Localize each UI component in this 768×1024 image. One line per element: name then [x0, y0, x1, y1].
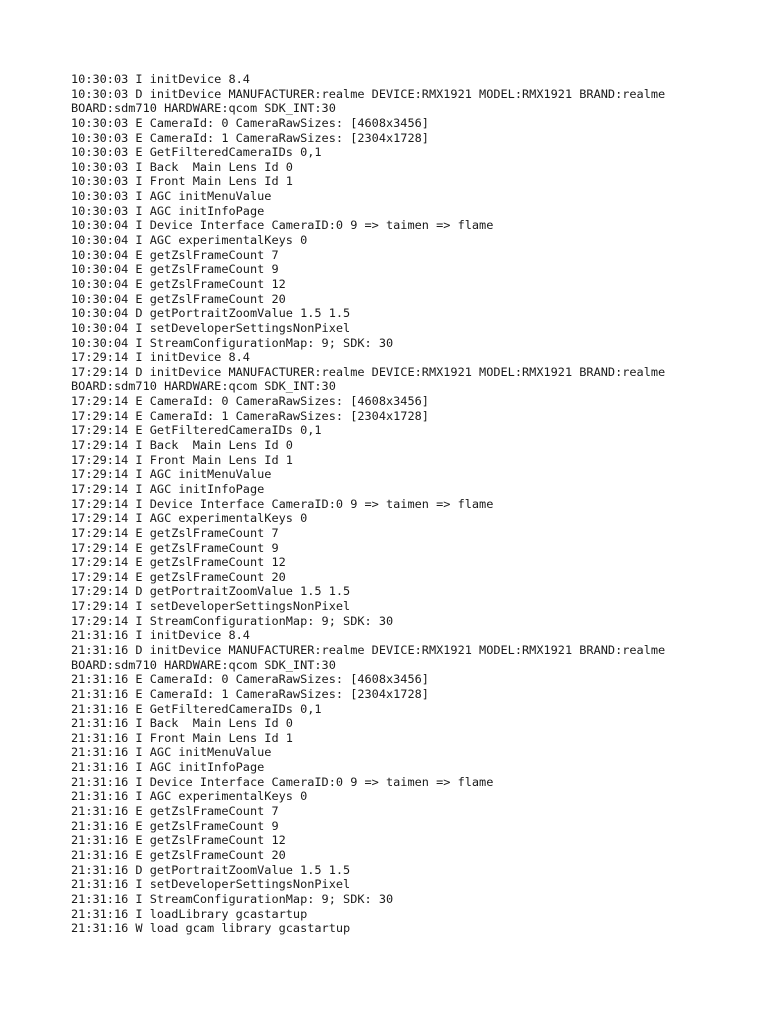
log-line: 21:31:16 I setDeveloperSettingsNonPixel [71, 877, 351, 892]
log-line: 10:30:04 E getZslFrameCount 12 [71, 276, 286, 291]
log-line: 17:29:14 I Back Main Lens Id 0 [71, 438, 293, 453]
log-line: 21:31:16 E getZslFrameCount 20 [71, 847, 286, 862]
log-line: 17:29:14 E getZslFrameCount 12 [71, 555, 286, 570]
log-line: 21:31:16 I AGC initMenuValue [71, 745, 272, 760]
log-line: 10:30:03 I Back Main Lens Id 0 [71, 159, 293, 174]
log-line: 17:29:14 I Front Main Lens Id 1 [71, 452, 293, 467]
log-line: 10:30:03 I AGC initInfoPage [71, 203, 265, 218]
log-line: 21:31:16 I loadLibrary gcastartup [71, 906, 308, 921]
log-line: BOARD:sdm710 HARDWARE:qcom SDK_INT:30 [71, 657, 336, 672]
log-line: 10:30:04 D getPortraitZoomValue 1.5 1.5 [71, 306, 351, 321]
log-line: 21:31:16 I Back Main Lens Id 0 [71, 716, 293, 731]
log-line: 17:29:14 E CameraId: 1 CameraRawSizes: [2304x1728] [71, 408, 429, 423]
log-line: 10:30:03 I initDevice 8.4 [71, 72, 250, 86]
log-line: 17:29:14 I AGC initInfoPage [71, 481, 265, 496]
log-line: 10:30:04 E getZslFrameCount 20 [71, 291, 286, 306]
log-line: 21:31:16 I Device Interface CameraID:0 9 => taimen => flame [71, 774, 494, 789]
log-line: 21:31:16 E CameraId: 0 CameraRawSizes: [4608x3456] [71, 672, 429, 687]
log-line: 21:31:16 E getZslFrameCount 7 [71, 804, 279, 819]
log-line: 17:29:14 I initDevice 8.4 [71, 350, 250, 365]
log-line: 21:31:16 I AGC experimentalKeys 0 [71, 789, 308, 804]
log-document [71, 72, 761, 936]
log-line: 10:30:03 E GetFilteredCameraIDs 0,1 [71, 145, 322, 160]
log-line: 17:29:14 I Device Interface CameraID:0 9 => taimen => flame [71, 496, 494, 511]
log-line: 10:30:03 D initDevice MANUFACTURER:realme DEVICE:RMX1921 MODEL:RMX1921 BRAND:realme [71, 86, 666, 101]
log-line: 21:31:16 E CameraId: 1 CameraRawSizes: [2304x1728] [71, 686, 429, 701]
log-line: 10:30:04 I setDeveloperSettingsNonPixel [71, 320, 351, 335]
log-line: 17:29:14 D initDevice MANUFACTURER:realme DEVICE:RMX1921 MODEL:RMX1921 BRAND:realme [71, 364, 666, 379]
log-line: 10:30:04 I StreamConfigurationMap: 9; SDK: 30 [71, 335, 394, 350]
log-line: 10:30:04 I Device Interface CameraID:0 9 => taimen => flame [71, 218, 494, 233]
log-line: 21:31:16 W load gcam library gcastartup [71, 921, 351, 936]
log-line: 10:30:04 E getZslFrameCount 7 [71, 247, 279, 262]
log-line: 10:30:03 E CameraId: 1 CameraRawSizes: [2304x1728] [71, 130, 429, 145]
log-line: 17:29:14 I StreamConfigurationMap: 9; SDK: 30 [71, 613, 394, 628]
log-line: 21:31:16 I Front Main Lens Id 1 [71, 730, 293, 745]
log-line: 10:30:03 I Front Main Lens Id 1 [71, 174, 293, 189]
log-line: 21:31:16 I AGC initInfoPage [71, 760, 265, 775]
log-line: 17:29:14 E getZslFrameCount 20 [71, 569, 286, 584]
log-line: 17:29:14 I AGC initMenuValue [71, 467, 272, 482]
log-line: 21:31:16 E getZslFrameCount 9 [71, 818, 279, 833]
log-line: 10:30:04 I AGC experimentalKeys 0 [71, 233, 308, 248]
log-line: 21:31:16 E GetFilteredCameraIDs 0,1 [71, 701, 322, 716]
log-line: 21:31:16 D getPortraitZoomValue 1.5 1.5 [71, 862, 351, 877]
log-line: 10:30:04 E getZslFrameCount 9 [71, 262, 279, 277]
log-line: 17:29:14 D getPortraitZoomValue 1.5 1.5 [71, 584, 351, 599]
log-line: BOARD:sdm710 HARDWARE:qcom SDK_INT:30 [71, 379, 336, 394]
log-line: 17:29:14 E getZslFrameCount 7 [71, 525, 279, 540]
log-line: 21:31:16 E getZslFrameCount 12 [71, 833, 286, 848]
log-line: BOARD:sdm710 HARDWARE:qcom SDK_INT:30 [71, 101, 336, 116]
log-line: 21:31:16 I StreamConfigurationMap: 9; SDK: 30 [71, 891, 394, 906]
log-line: 10:30:03 E CameraId: 0 CameraRawSizes: [4608x3456] [71, 115, 429, 130]
log-line: 17:29:14 E CameraId: 0 CameraRawSizes: [4608x3456] [71, 394, 429, 409]
log-line: 10:30:03 I AGC initMenuValue [71, 189, 272, 204]
log-line: 17:29:14 E getZslFrameCount 9 [71, 540, 279, 555]
log-line: 17:29:14 I setDeveloperSettingsNonPixel [71, 599, 351, 614]
log-line: 17:29:14 E GetFilteredCameraIDs 0,1 [71, 423, 322, 438]
log-line: 21:31:16 I initDevice 8.4 [71, 628, 250, 643]
log-line: 17:29:14 I AGC experimentalKeys 0 [71, 511, 308, 526]
log-line: 21:31:16 D initDevice MANUFACTURER:realme DEVICE:RMX1921 MODEL:RMX1921 BRAND:realme [71, 642, 666, 657]
